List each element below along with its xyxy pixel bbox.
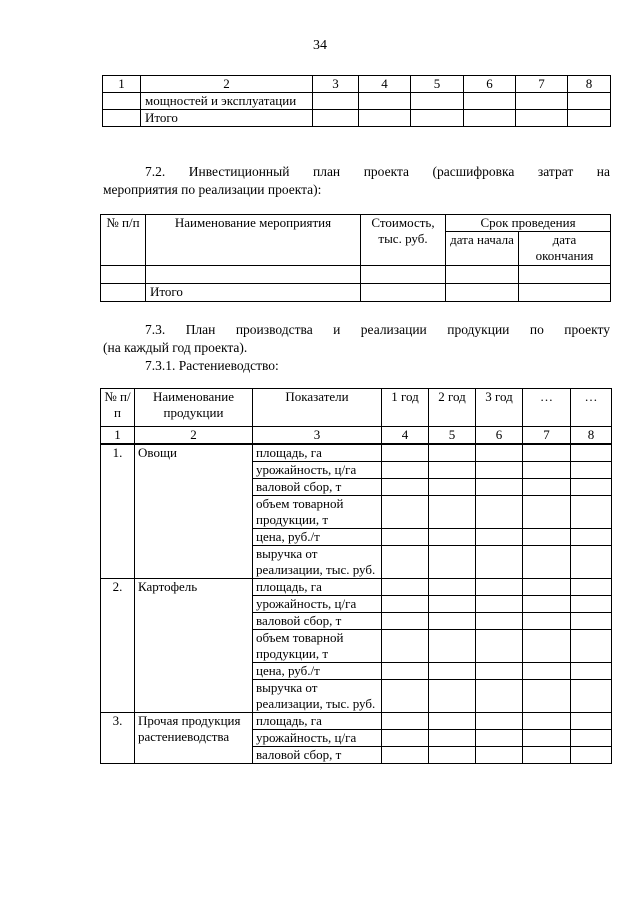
table-cell (313, 110, 359, 127)
product-name: Овощи (135, 444, 253, 579)
column-number: 2 (135, 427, 253, 445)
column-number: 4 (382, 427, 429, 445)
value-cell (523, 713, 571, 730)
page-number: 34 (313, 38, 327, 53)
value-cell (571, 680, 612, 713)
value-cell (429, 496, 476, 529)
value-cell (476, 529, 523, 546)
column-number: 5 (429, 427, 476, 445)
value-cell (571, 479, 612, 496)
table-cell (103, 93, 141, 110)
value-cell (429, 613, 476, 630)
table-cell (568, 93, 611, 110)
col-period-header: Срок проведения (446, 215, 611, 232)
value-cell (571, 596, 612, 613)
value-cell (523, 613, 571, 630)
indicator-label: урожайность, ц/га (253, 730, 382, 747)
header-cell: Наименование продукции (135, 389, 253, 427)
value-cell (523, 747, 571, 764)
value-cell (382, 730, 429, 747)
table-cell (361, 284, 446, 302)
value-cell (382, 444, 429, 462)
value-cell (429, 444, 476, 462)
value-cell (523, 479, 571, 496)
header-cell: 2 год (429, 389, 476, 427)
table-cell (101, 284, 146, 302)
table-cell (359, 93, 411, 110)
table-cell: мощностей и эксплуатации (141, 93, 313, 110)
table-row (101, 579, 612, 596)
indicator-label: объем товарной продукции, т (253, 630, 382, 663)
col-end-header: дата окончания (519, 232, 611, 266)
value-cell (382, 747, 429, 764)
column-number-row (101, 427, 612, 445)
indicator-label: площадь, га (253, 444, 382, 462)
value-cell (429, 730, 476, 747)
indicator-label: объем товарной продукции, т (253, 496, 382, 529)
value-cell (571, 713, 612, 730)
value-cell (476, 613, 523, 630)
continuation-table (102, 75, 611, 127)
value-cell (382, 529, 429, 546)
value-cell (429, 546, 476, 579)
value-cell (571, 579, 612, 596)
indicator-label: урожайность, ц/га (253, 596, 382, 613)
header-cell: № п/п (101, 389, 135, 427)
column-number: 6 (476, 427, 523, 445)
column-number: 8 (571, 427, 612, 445)
value-cell (476, 730, 523, 747)
table-cell (464, 93, 516, 110)
header-cell: 3 (313, 76, 359, 93)
value-cell (382, 579, 429, 596)
value-cell (523, 663, 571, 680)
table-cell (411, 110, 464, 127)
column-number: 3 (253, 427, 382, 445)
table-cell (361, 266, 446, 284)
header-cell: 1 (103, 76, 141, 93)
value-cell (382, 546, 429, 579)
value-cell (429, 479, 476, 496)
value-cell (571, 529, 612, 546)
indicator-label: площадь, га (253, 713, 382, 730)
header-cell: 1 год (382, 389, 429, 427)
group-number: 1. (101, 444, 135, 579)
table-cell (146, 266, 361, 284)
value-cell (571, 546, 612, 579)
indicator-label: цена, руб./т (253, 529, 382, 546)
table-row (103, 110, 611, 127)
column-number: 1 (101, 427, 135, 445)
value-cell (382, 479, 429, 496)
indicator-label: площадь, га (253, 579, 382, 596)
value-cell (476, 596, 523, 613)
value-cell (476, 747, 523, 764)
value-cell (571, 747, 612, 764)
value-cell (523, 596, 571, 613)
indicator-label: выручка от реализации, тыс. руб. (253, 546, 382, 579)
col-num-header: № п/п (101, 215, 146, 266)
total-label: Итого (146, 284, 361, 302)
value-cell (382, 596, 429, 613)
value-cell (523, 680, 571, 713)
col-cost-header: Стоимость, тыс. руб. (361, 215, 446, 266)
product-name: Прочая продукция растениеводства (135, 713, 253, 764)
value-cell (476, 479, 523, 496)
header-cell: 2 (141, 76, 313, 93)
value-cell (429, 630, 476, 663)
column-number: 7 (523, 427, 571, 445)
group-number: 2. (101, 579, 135, 713)
value-cell (476, 444, 523, 462)
value-cell (429, 747, 476, 764)
header-cell: 3 год (476, 389, 523, 427)
table-row (101, 444, 612, 462)
table-cell (516, 110, 568, 127)
table-row (101, 284, 611, 302)
value-cell (476, 546, 523, 579)
value-cell (523, 462, 571, 479)
section-7-2-line1: 7.2. Инвестиционный план проекта (расшифровка затрат на (145, 164, 610, 179)
indicator-label: урожайность, ц/га (253, 462, 382, 479)
section-7-3-line2: (на каждый год проекта). (103, 340, 248, 355)
header-cell: 4 (359, 76, 411, 93)
value-cell (382, 462, 429, 479)
value-cell (382, 663, 429, 680)
table-cell (101, 266, 146, 284)
section-7-2-line2: мероприятия по реализации проекта): (103, 182, 322, 197)
value-cell (382, 713, 429, 730)
header-cell: Показатели (253, 389, 382, 427)
value-cell (382, 613, 429, 630)
table-cell (568, 110, 611, 127)
group-number: 3. (101, 713, 135, 764)
value-cell (476, 680, 523, 713)
indicator-label: валовой сбор, т (253, 613, 382, 630)
value-cell (523, 496, 571, 529)
table-row (101, 713, 612, 730)
table-cell (103, 110, 141, 127)
table-cell (516, 93, 568, 110)
table-header-row (101, 215, 611, 232)
value-cell (429, 680, 476, 713)
value-cell (571, 630, 612, 663)
value-cell (476, 630, 523, 663)
indicator-label: валовой сбор, т (253, 479, 382, 496)
value-cell (523, 579, 571, 596)
indicator-label: цена, руб./т (253, 663, 382, 680)
col-start-header: дата начала (446, 232, 519, 266)
table-cell (313, 93, 359, 110)
value-cell (523, 529, 571, 546)
value-cell (571, 496, 612, 529)
header-cell: … (523, 389, 571, 427)
value-cell (429, 713, 476, 730)
table-cell (446, 284, 519, 302)
value-cell (523, 444, 571, 462)
value-cell (429, 596, 476, 613)
value-cell (476, 663, 523, 680)
production-plan-body (101, 444, 612, 764)
product-name: Картофель (135, 579, 253, 713)
value-cell (571, 613, 612, 630)
section-7-3-1-heading: 7.3.1. Растениеводство: (145, 358, 279, 373)
indicator-label: выручка от реализации, тыс. руб. (253, 680, 382, 713)
value-cell (571, 663, 612, 680)
header-cell: 5 (411, 76, 464, 93)
production-plan-table (100, 388, 612, 764)
table-cell (519, 284, 611, 302)
table-row (103, 93, 611, 110)
value-cell (429, 663, 476, 680)
header-cell: 6 (464, 76, 516, 93)
value-cell (476, 579, 523, 596)
investment-plan-table (100, 214, 611, 302)
header-cell: 8 (568, 76, 611, 93)
table-cell (519, 266, 611, 284)
section-7-3-line1: 7.3. План производства и реализации продукции по проекту (145, 322, 610, 337)
value-cell (429, 462, 476, 479)
table-header-row (103, 76, 611, 93)
value-cell (476, 496, 523, 529)
value-cell (382, 630, 429, 663)
value-cell (476, 462, 523, 479)
table-header-row (101, 389, 612, 427)
col-name-header: Наименование мероприятия (146, 215, 361, 266)
header-cell: … (571, 389, 612, 427)
table-cell (446, 266, 519, 284)
value-cell (571, 462, 612, 479)
value-cell (429, 529, 476, 546)
value-cell (382, 496, 429, 529)
value-cell (571, 444, 612, 462)
value-cell (476, 713, 523, 730)
table-cell (464, 110, 516, 127)
table-row (101, 266, 611, 284)
value-cell (429, 579, 476, 596)
indicator-label: валовой сбор, т (253, 747, 382, 764)
table-cell: Итого (141, 110, 313, 127)
value-cell (523, 630, 571, 663)
value-cell (523, 546, 571, 579)
value-cell (571, 730, 612, 747)
table-cell (411, 93, 464, 110)
header-cell: 7 (516, 76, 568, 93)
value-cell (523, 730, 571, 747)
table-cell (359, 110, 411, 127)
value-cell (382, 680, 429, 713)
